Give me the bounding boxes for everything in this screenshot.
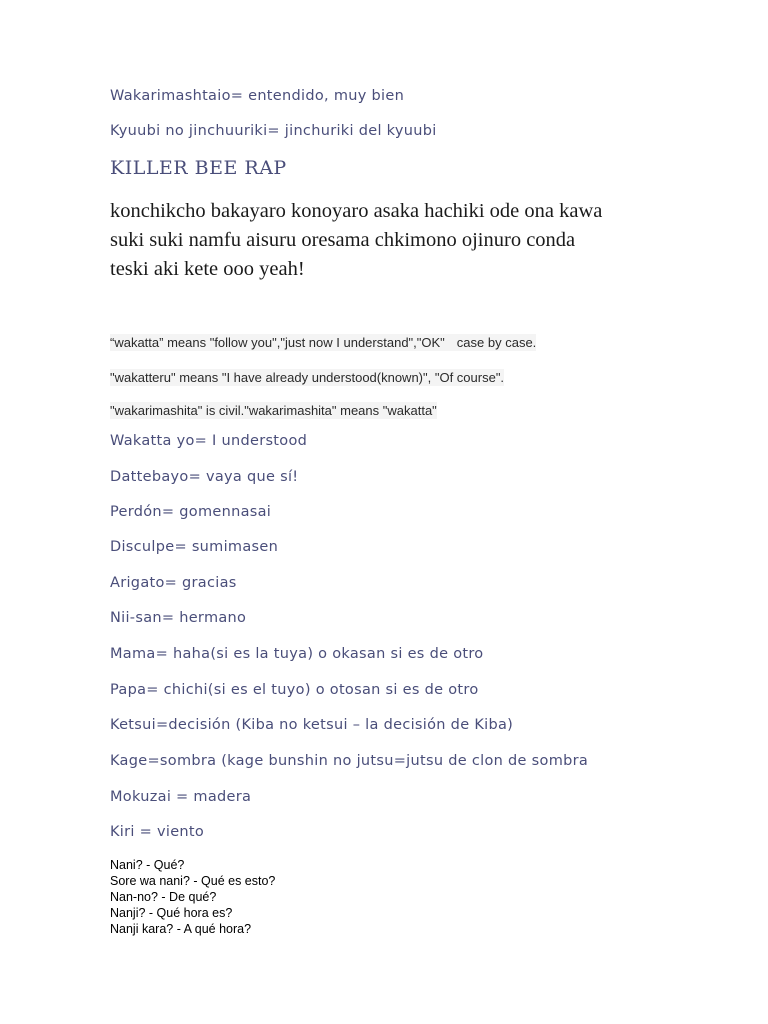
web-note-1 [110,334,536,351]
vocab-line-3: Perdón= gomennasai [110,504,272,520]
web-note-1-main: “wakatta” means "follow you","just now I understand","OK" [110,335,445,350]
vocab-line-8: Papa= chichi(si es el tuyo) o otosan si es de otro [110,682,479,698]
web-note-1-tail: case by case. [456,335,537,350]
vocab-line-4: Disculpe= sumimasen [110,539,279,555]
question-line-1: Nani? - Qué? [110,858,185,872]
question-line-2: Sore wa nani? - Qué es esto? [110,874,276,888]
vocab-line-11: Mokuzai = madera [110,789,252,805]
questions-list [110,857,275,937]
vocab-line-9: Ketsui=decisión (Kiba no ketsui – la decisión de Kiba) [110,717,514,733]
web-note-2: "wakatteru" means "I have already understood(known)", "Of course". [110,370,505,385]
vocab-line-5: Arigato= gracias [110,575,237,591]
rap-title: KILLER BEE RAP [110,157,287,179]
intro-line-2: Kyuubi no jinchuuriki= jinchuriki del kyuubi [110,123,437,139]
rap-line-3: teski aki kete ooo yeah! [110,258,305,280]
intro-line-1: Wakarimashtaio= entendido, muy bien [110,88,405,104]
vocab-line-12: Kiri = viento [110,824,205,840]
rap-lyrics [110,197,670,284]
question-line-4: Nanji? - Qué hora es? [110,906,233,920]
vocab-line-7: Mama= haha(si es la tuya) o okasan si es de otro [110,646,484,662]
question-line-3: Nan-no? - De qué? [110,890,217,904]
rap-line-2: suki suki namfu aisuru oresama chkimono ojinuro conda [110,229,576,251]
vocab-line-6: Nii-san= hermano [110,610,247,626]
question-line-5: Nanji kara? - A qué hora? [110,922,252,936]
vocab-line-1: Wakatta yo= I understood [110,433,308,449]
rap-line-1: konchikcho bakayaro konoyaro asaka hachiki ode ona kawa [110,200,603,222]
web-note-3: "wakarimashita" is civil."wakarimashita" means "wakatta" [110,403,437,418]
vocab-line-2: Dattebayo= vaya que sí! [110,469,299,485]
vocab-line-10: Kage=sombra (kage bunshin no jutsu=jutsu de clon de sombra [110,753,589,769]
